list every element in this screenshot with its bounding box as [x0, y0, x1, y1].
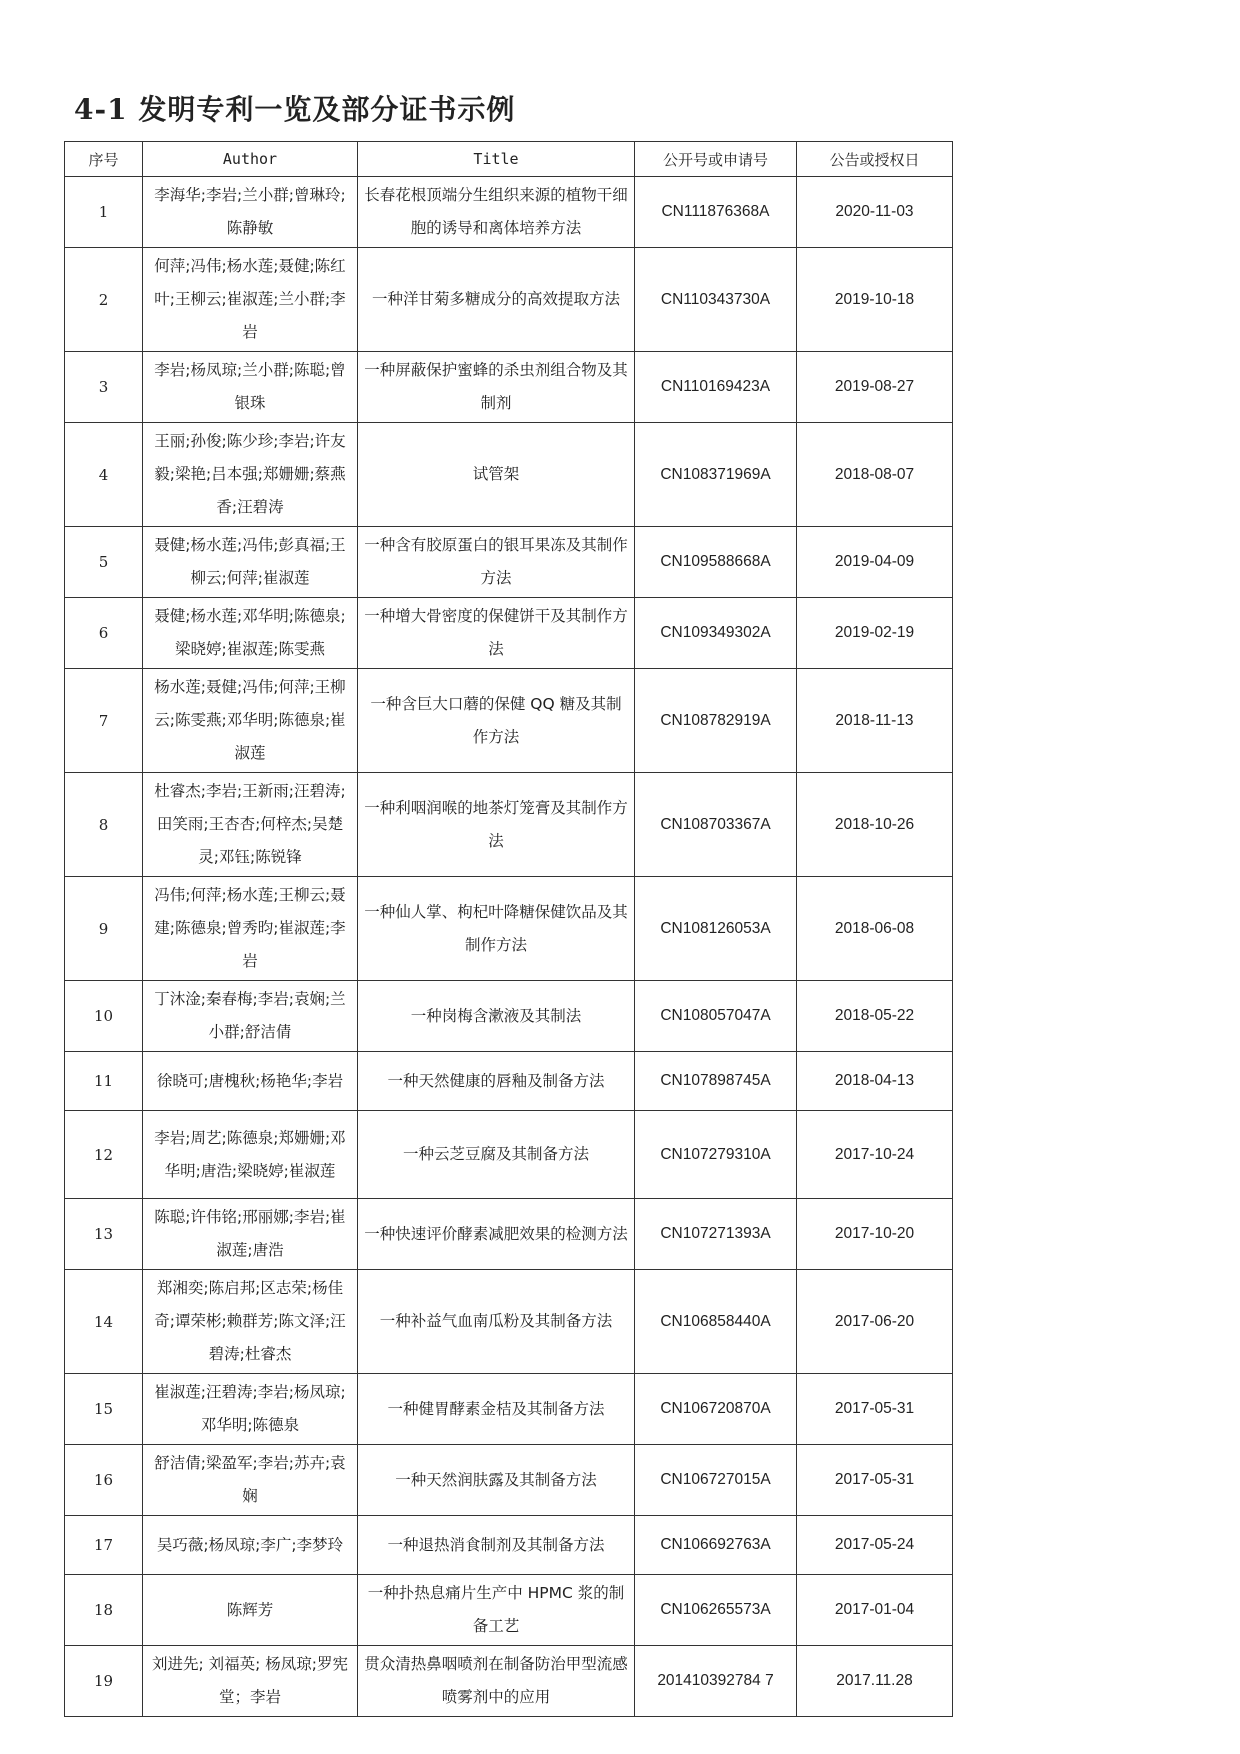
row-authors: 何萍;冯伟;杨水莲;聂健;陈红叶;王柳云;崔淑莲;兰小群;李岩 — [143, 248, 358, 352]
row-title: 长春花根顶端分生组织来源的植物干细胞的诱导和离体培养方法 — [358, 177, 635, 248]
row-date: 2017-05-31 — [797, 1374, 953, 1445]
row-title: 一种补益气血南瓜粉及其制备方法 — [358, 1270, 635, 1374]
row-authors: 崔淑莲;汪碧涛;李岩;杨凤琼;邓华明;陈德泉 — [143, 1374, 358, 1445]
row-title: 一种利咽润喉的地茶灯笼膏及其制作方法 — [358, 773, 635, 877]
table-row — [65, 248, 953, 352]
row-title: 一种天然润肤露及其制备方法 — [358, 1445, 635, 1516]
row-number: 9 — [65, 877, 143, 981]
table-header-row — [65, 142, 953, 177]
row-pub-no: CN111876368A — [635, 177, 797, 248]
header-author: Author — [143, 142, 358, 177]
row-title: 一种仙人掌、枸杞叶降糖保健饮品及其制作方法 — [358, 877, 635, 981]
table-row — [65, 1445, 953, 1516]
table-row — [65, 1052, 953, 1111]
row-number: 19 — [65, 1646, 143, 1717]
row-title: 一种天然健康的唇釉及制备方法 — [358, 1052, 635, 1111]
row-date: 2019-10-18 — [797, 248, 953, 352]
row-title: 一种岗梅含漱液及其制法 — [358, 981, 635, 1052]
row-authors: 杨水莲;聂健;冯伟;何萍;王柳云;陈雯燕;邓华明;陈德泉;崔淑莲 — [143, 669, 358, 773]
row-number: 15 — [65, 1374, 143, 1445]
row-authors: 冯伟;何萍;杨水莲;王柳云;聂建;陈德泉;曾秀昀;崔淑莲;李岩 — [143, 877, 358, 981]
row-number: 3 — [65, 352, 143, 423]
row-authors: 丁沐淦;秦春梅;李岩;袁娴;兰小群;舒洁倩 — [143, 981, 358, 1052]
row-title: 一种增大骨密度的保健饼干及其制作方法 — [358, 598, 635, 669]
row-date: 2018-06-08 — [797, 877, 953, 981]
row-authors: 陈聪;许伟铭;邢丽娜;李岩;崔淑莲;唐浩 — [143, 1199, 358, 1270]
row-date: 2018-08-07 — [797, 423, 953, 527]
row-number: 17 — [65, 1516, 143, 1575]
table-row — [65, 598, 953, 669]
row-date: 2019-08-27 — [797, 352, 953, 423]
row-date: 2018-11-13 — [797, 669, 953, 773]
row-authors: 聂健;杨水莲;冯伟;彭真福;王柳云;何萍;崔淑莲 — [143, 527, 358, 598]
row-pub-no: CN107279310A — [635, 1111, 797, 1199]
row-title: 一种健胃酵素金桔及其制备方法 — [358, 1374, 635, 1445]
table-row — [65, 669, 953, 773]
row-number: 18 — [65, 1575, 143, 1646]
row-number: 6 — [65, 598, 143, 669]
row-title: 试管架 — [358, 423, 635, 527]
row-authors: 王丽;孙俊;陈少珍;李岩;许友毅;梁艳;吕本强;郑姗姗;蔡燕香;汪碧涛 — [143, 423, 358, 527]
row-date: 2017-10-24 — [797, 1111, 953, 1199]
row-pub-no: CN108057047A — [635, 981, 797, 1052]
header-no: 序号 — [65, 142, 143, 177]
table-body — [65, 177, 953, 1717]
row-authors: 陈辉芳 — [143, 1575, 358, 1646]
row-date: 2017-10-20 — [797, 1199, 953, 1270]
table-row — [65, 1374, 953, 1445]
row-date: 2017-05-31 — [797, 1445, 953, 1516]
row-authors: 舒洁倩;梁盈军;李岩;苏卉;袁娴 — [143, 1445, 358, 1516]
row-pub-no: CN107898745A — [635, 1052, 797, 1111]
row-date: 2019-04-09 — [797, 527, 953, 598]
row-number: 2 — [65, 248, 143, 352]
row-authors: 李岩;杨凤琼;兰小群;陈聪;曾银珠 — [143, 352, 358, 423]
row-date: 2018-05-22 — [797, 981, 953, 1052]
table-row — [65, 527, 953, 598]
row-authors: 杜睿杰;李岩;王新雨;汪碧涛;田笑雨;王杏杏;何梓杰;吴楚灵;邓钰;陈锐锋 — [143, 773, 358, 877]
row-pub-no: CN108782919A — [635, 669, 797, 773]
row-authors: 李海华;李岩;兰小群;曾琳玲;陈静敏 — [143, 177, 358, 248]
row-title: 一种云芝豆腐及其制备方法 — [358, 1111, 635, 1199]
row-date: 2017-05-24 — [797, 1516, 953, 1575]
table-row — [65, 773, 953, 877]
row-pub-no: CN109588668A — [635, 527, 797, 598]
row-title: 一种快速评价酵素减肥效果的检测方法 — [358, 1199, 635, 1270]
table-row — [65, 1199, 953, 1270]
row-title: 贯众清热鼻咽喷剂在制备防治甲型流感喷雾剂中的应用 — [358, 1646, 635, 1717]
table-row — [65, 1111, 953, 1199]
row-pub-no: CN106858440A — [635, 1270, 797, 1374]
table-row — [65, 177, 953, 248]
row-title: 一种含有胶原蛋白的银耳果冻及其制作方法 — [358, 527, 635, 598]
row-title: 一种洋甘菊多糖成分的高效提取方法 — [358, 248, 635, 352]
row-number: 11 — [65, 1052, 143, 1111]
table-row — [65, 877, 953, 981]
row-number: 4 — [65, 423, 143, 527]
table-row — [65, 1270, 953, 1374]
row-number: 10 — [65, 981, 143, 1052]
row-pub-no: CN106692763A — [635, 1516, 797, 1575]
row-date: 2018-04-13 — [797, 1052, 953, 1111]
row-pub-no: CN108371969A — [635, 423, 797, 527]
row-date: 2020-11-03 — [797, 177, 953, 248]
row-title: 一种退热消食制剂及其制备方法 — [358, 1516, 635, 1575]
row-date: 2018-10-26 — [797, 773, 953, 877]
row-pub-no: CN107271393A — [635, 1199, 797, 1270]
table-row — [65, 1646, 953, 1717]
table-row — [65, 352, 953, 423]
row-authors: 聂健;杨水莲;邓华明;陈德泉;梁晓婷;崔淑莲;陈雯燕 — [143, 598, 358, 669]
row-pub-no: CN106727015A — [635, 1445, 797, 1516]
row-pub-no: CN109349302A — [635, 598, 797, 669]
table-row — [65, 1575, 953, 1646]
table-row — [65, 1516, 953, 1575]
row-date: 2017.11.28 — [797, 1646, 953, 1717]
page-title: 4-1 发明专利一览及部分证书示例 — [74, 93, 516, 126]
row-pub-no: CN106720870A — [635, 1374, 797, 1445]
row-authors: 徐晓可;唐槐秋;杨艳华;李岩 — [143, 1052, 358, 1111]
row-pub-no: CN106265573A — [635, 1575, 797, 1646]
header-date: 公告或授权日 — [797, 142, 953, 177]
row-number: 13 — [65, 1199, 143, 1270]
header-pub-no: 公开号或申请号 — [635, 142, 797, 177]
row-date: 2017-01-04 — [797, 1575, 953, 1646]
row-date: 2017-06-20 — [797, 1270, 953, 1374]
row-pub-no: 201410392784 7 — [635, 1646, 797, 1717]
row-authors: 刘进先; 刘福英; 杨凤琼;罗宪堂；李岩 — [143, 1646, 358, 1717]
row-number: 1 — [65, 177, 143, 248]
row-authors: 李岩;周艺;陈德泉;郑姗姗;邓华明;唐浩;梁晓婷;崔淑莲 — [143, 1111, 358, 1199]
row-pub-no: CN110343730A — [635, 248, 797, 352]
row-pub-no: CN108703367A — [635, 773, 797, 877]
row-pub-no: CN110169423A — [635, 352, 797, 423]
table-row — [65, 981, 953, 1052]
row-number: 16 — [65, 1445, 143, 1516]
row-title: 一种屏蔽保护蜜蜂的杀虫剂组合物及其制剂 — [358, 352, 635, 423]
row-title: 一种含巨大口蘑的保健 QQ 糖及其制作方法 — [358, 669, 635, 773]
row-number: 12 — [65, 1111, 143, 1199]
header-title: Title — [358, 142, 635, 177]
row-pub-no: CN108126053A — [635, 877, 797, 981]
row-authors: 郑湘奕;陈启邦;区志荣;杨佳奇;谭荣彬;赖群芳;陈文泽;汪碧涛;杜睿杰 — [143, 1270, 358, 1374]
row-number: 5 — [65, 527, 143, 598]
row-number: 14 — [65, 1270, 143, 1374]
row-authors: 吴巧薇;杨凤琼;李广;李梦玲 — [143, 1516, 358, 1575]
row-number: 8 — [65, 773, 143, 877]
patent-table — [64, 141, 953, 1717]
row-title: 一种扑热息痛片生产中 HPMC 浆的制备工艺 — [358, 1575, 635, 1646]
table-row — [65, 423, 953, 527]
row-number: 7 — [65, 669, 143, 773]
row-date: 2019-02-19 — [797, 598, 953, 669]
